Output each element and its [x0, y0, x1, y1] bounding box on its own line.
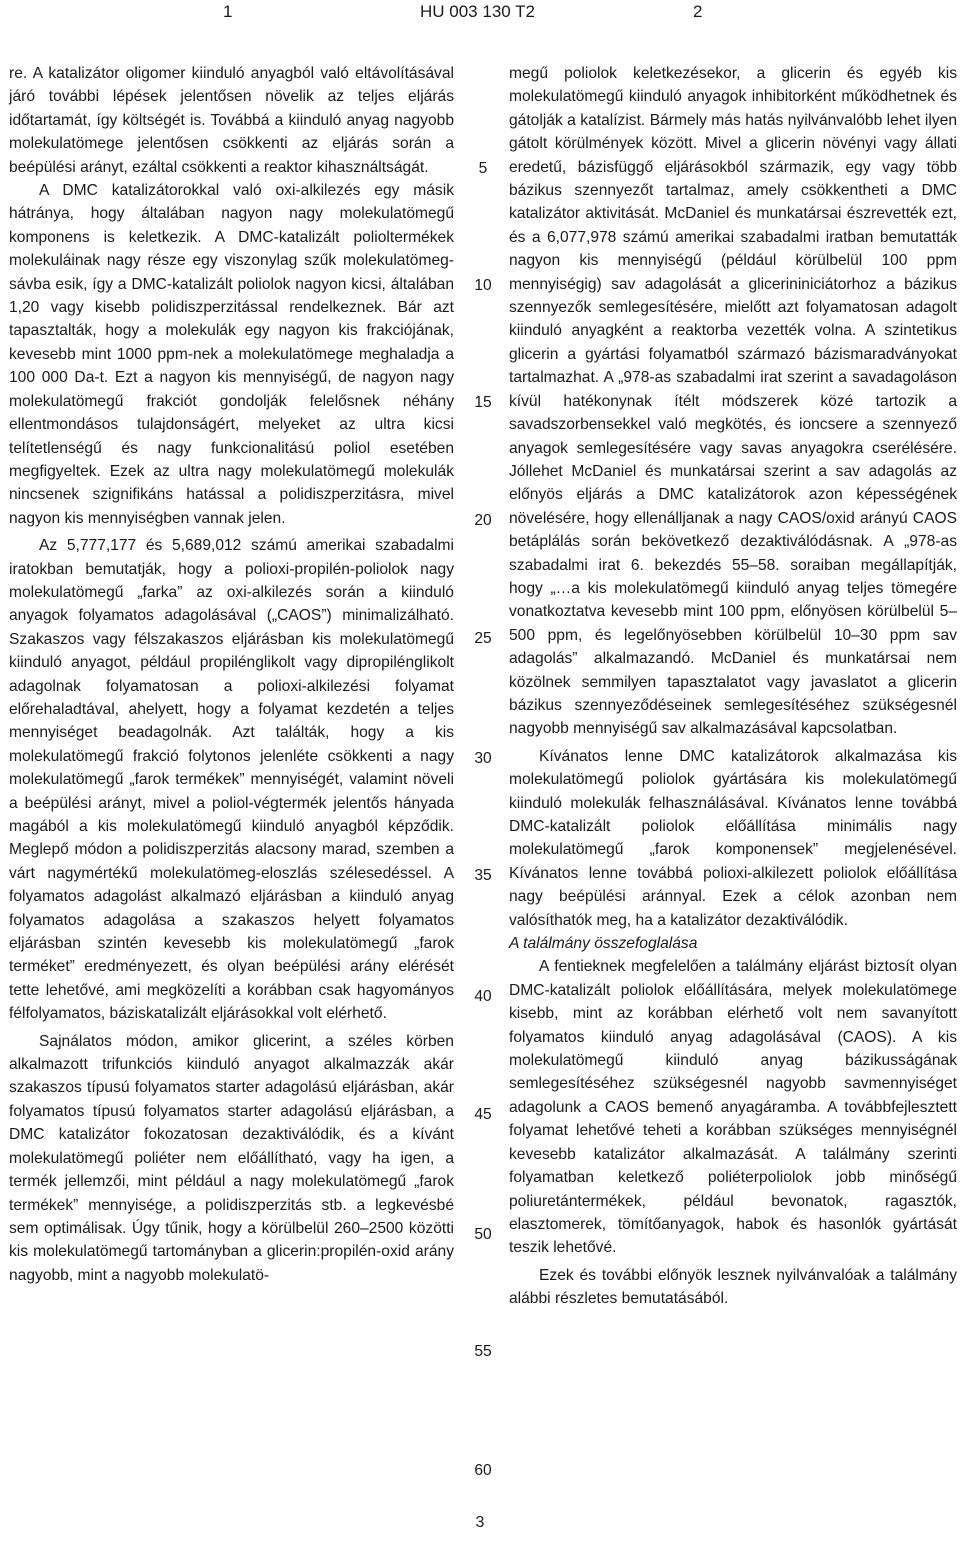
- line-number: 40: [474, 988, 492, 1005]
- page-header: [0, 0, 960, 30]
- left-column: [9, 62, 454, 1287]
- line-number: 45: [474, 1106, 492, 1123]
- line-number: 35: [474, 867, 492, 884]
- line-number: 50: [474, 1226, 492, 1243]
- line-number: 55: [474, 1343, 492, 1360]
- right-page-number: 2: [693, 2, 703, 21]
- page-footer: [0, 1514, 960, 1532]
- line-number: 20: [474, 512, 492, 529]
- line-number: 30: [474, 750, 492, 767]
- line-number: 25: [474, 630, 492, 647]
- paragraph: Az 5,777,177 és 5,689,012 számú amerikai szabadalmi iratokban bemutatják, hogy a polioxi-propilén-poliolok nagy molekulatömegű „farka” az oxi-alkilezés során a kiinduló anyagok folyamatos adagolásával („CAOS”) minimalizálható. Szakaszos vagy félszakaszos eljárásban kis molekulatömegű kiinduló anyagot, például propilénglikolt vagy dipropilénglikolt adagolnak folyamatosan a polioxi-alkilezési folyamat előrehaladtával, ahelyett, hogy a folyamat kezdetén a teljes mennyiséget beadagolnák. Azt találták, hogy a kis molekulatömegű frakció folytonos jelenléte csökkenti a nagy molekulatömegű „farok termékek” mennyiségét, valamint növeli a beépülési arányt, mivel a poliol-végtermék jelentős hányada magából a kis molekulatömegű kiinduló anyagból képződik. Meglepő módon a polidiszperzitás alacsony marad, szemben a várt nagymértékű molekulatömeg-eloszlás szélesedéssel. A folyamatos adagolást alkalmazó eljárásban a kiinduló anyag folyamatos adagolása a szakaszos helyett folyamatos eljárásban szintén kevesebb kis molekulatömegű „farok terméket” eredményezett, és olyan beépülési arány elérését tette lehetővé, ami megközelíti a korábban csak hagyományos félfolyamatos, báziskatalizált eljárásokkal volt elérhető.: [9, 537, 454, 1023]
- footer-page-number: 3: [475, 1514, 485, 1531]
- right-column: [509, 62, 957, 1311]
- left-page-number: 1: [223, 2, 233, 21]
- paragraph: re. A katalizátor oligomer kiinduló anyagból való eltávolításával járó további lépések jelentősen növelik az teljes eljárás időtartamát, így költségét is. Továbbá a kiinduló anyag nagyobb molekulatömege jelentősen csökkenti az eljárás során a beépülési arányt, ezáltal csökkenti a reaktor kihasználtságát.: [9, 65, 454, 176]
- paragraph: Kívánatos lenne DMC katalizátorok alkalmazása kis molekulatömegű poliolok gyártására kis molekulatömegű kiinduló molekulák felhasználásával. Kívánatos lenne továbbá DMC-katalizált poliolok előállítása minimális nagy molekulatömegű „farok komponensek” megjelenésével. Kívánatos lenne továbbá polioxi-alkilezett poliolok előállítása nagy beépülési aránnyal. Ezek a célok azonban nem valósíthatók meg, ha a katalizátor dezaktiválódik.: [509, 747, 957, 929]
- paragraph: A DMC katalizátorokkal való oxi-alkilezés egy másik hátránya, hogy általában nagyon nagy molekulatömegű komponens is keletkezik. A DMC-katalizált polioltermékek molekuláinak nagy része egy viszonylag szűk molekulatömeg-sávba esik, így a DMC-katalizált poliolok nagyon kicsi, általában 1,20 vagy kisebb polidiszperzitással rendelkeznek. Bár azt tapasztalták, hogy a molekulák egy nagyon kis frakciójának, kevesebb mint 1000 ppm-nek a molekulatömege meghaladja a 100 000 Da-t. Ezt a nagyon kis mennyiségű, de nagyon nagy molekulatömegű frakciót gondolják felelősnek néhány ellentmondásos tulajdonságért, melyeket az ultra kicsi telítetlenségű és nagy funkcionalitású poliol esetében megfigyeltek. Ezek az ultra nagy molekulatömegű molekulák nincsenek szignifikáns hatással a polidiszperzitásra, mivel nagyon kis mennyiségben vannak jelen.: [9, 182, 454, 527]
- line-number: 5: [478, 160, 488, 177]
- line-number: 60: [474, 1462, 492, 1479]
- paragraph: A fentieknek megfelelően a találmány eljárást biztosít olyan DMC-katalizált poliolok előállítására, melyek molekulatömege kisebb, mint az korábban elérhető volt nem savanyított folyamatos kiinduló anyag adagolásával (CAOS). A kis molekulatömegű kiinduló anyag bázikusságának semlegesítéséhez szükségesnél nagyobb savmennyiséget adagolunk a CAOS bemenő anyagáramba. A továbbfejlesztett folyamat lehetővé teheti a korábban szükséges mennyiségnél kevesebb katalizátor alkalmazását. A találmány szerinti folyamatban keletkező poliéterpoliolok jobb minőségű poliuretántermékek, például bevonatok, ragasztók, elasztomerek, tömítőanyagok, habok és hasonlók gyártását teszik lehetővé.: [509, 958, 957, 1257]
- document-number: HU 003 130 T2: [420, 2, 535, 21]
- section-title: A találmány összefoglalása: [509, 935, 698, 953]
- line-number: 10: [474, 277, 492, 294]
- paragraph: Sajnálatos módon, amikor glicerint, a széles körben alkalmazott trifunkciós kiinduló anyagot alkalmazzák akár szakaszos típusú folyamatos starter adagolású eljárásban, akár folyamatos típusú folyamatos starter adagolású eljárásban, a DMC katalizátor fokozatosan dezaktiválódik, és a kívánt molekulatömegű poliéter nem előállítható, vagy ha igen, a termék jellemzői, mint például a nagy molekulatömegű „farok termékek” mennyisége, a polidiszperzitás stb. a legkevésbé sem optimálisak. Úgy tűnik, hogy a körülbelül 260–2500 közötti kis molekulatömegű tartományban a glicerin:propilén-oxid arány nagyobb, mint a nagyobb molekulatö-: [9, 1032, 454, 1284]
- paragraph: megű poliolok keletkezésekor, a glicerin és egyéb kis molekulatömegű kiinduló anyagok inhibitorként működhetnek és gátolják a katalízist. Bármely más hatás nyilvánvalóbb lehet ilyen gátolt körülmények között. Mivel a glicerin növényi vagy állati eredetű, bázisfüggő eljárásokból származik, egy vagy több bázikus szennyezőt tartalmaz, amely csökkentheti a DMC katalizátor aktivitását. McDaniel és munkatársai észrevették ezt, és a 6,077,978 számú amerikai szabadalmi iratban bemutatták nagyon kis mennyiségű (például körülbelül 100 ppm mennyiségig) sav adagolását a glicerininiciátorhoz a bázikus szennyezők semlegesítésére, mielőtt azt folyamatosan adagolt kiinduló anyagként a reaktorba vezették volna. A szintetikus glicerin a gyártási folyamatból származó bázismaradványokat tartalmazhat. A „978-as szabadalmi irat szerint a savadagoláson kívül hatékonynak ítélt módszerek közé tartozik a savadszorbensekkel való megkötés, és ioncsere a szennyező anyagok semlegesítésére vagy savas anyagokra cserélésére. Jóllehet McDaniel és munkatársai szerint a sav adagolás az előnyös eljárás a DMC katalizátorok azon képességének növelésére, hogy ellenálljanak a nagy CAOS/oxid arányú CAOS betáplálás során bekövetkező dezaktiválódásnak. A „978-as szabadalmi irat 6. bekezdés 55–58. soraiban megállapítják, hogy „…a kis molekulatömegű kiinduló anyag teljes tömegére vonatkoztatva kevesebb mint 100 ppm, előnyösen körülbelül 5–500 ppm, és legelőnyösebben körülbelül 10–30 ppm sav adagolás” alkalmazandó. McDaniel és munkatársai nem közölnek semmilyen tapasztalatot vagy javaslatot a glicerin bázikus szennyeződéseinek semlegesítéséhez szükségesnél nagyobb mennyiségű sav alkalmazásával kapcsolatban.: [509, 65, 957, 738]
- paragraph: Ezek és további előnyök lesznek nyilvánvalóak a találmány alábbi részletes bemutatásából.: [509, 1266, 957, 1308]
- line-number: 15: [474, 394, 492, 411]
